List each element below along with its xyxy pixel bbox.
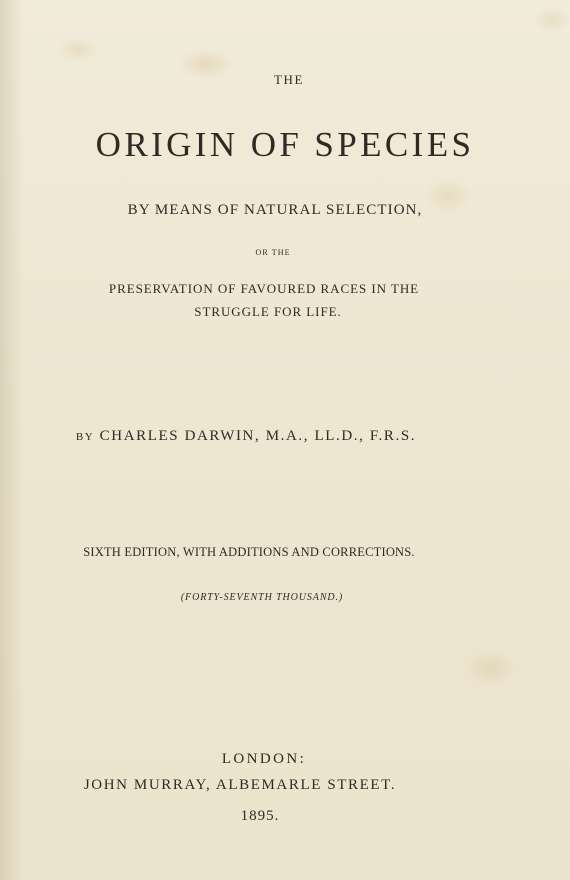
- book-title: ORIGIN OF SPECIES: [95, 125, 475, 164]
- author-prefix: BY: [75, 431, 95, 443]
- author-line: [0, 428, 531, 445]
- imprint-publisher: JOHN MURRAY, ALBEMARLE STREET.: [83, 777, 397, 793]
- subtitle-preservation-line-1: PRESERVATION OF FAVOURED RACES IN THE: [108, 281, 420, 296]
- edition-line: SIXTH EDITION, WITH ADDITIONS AND CORRECTIONS.: [83, 545, 415, 559]
- imprint-city: LONDON:: [221, 751, 307, 767]
- thousand-line: (FORTY-SEVENTH THOUSAND.): [180, 592, 344, 603]
- imprint-year: 1895.: [240, 808, 280, 824]
- subtitle-preservation-line-2: STRUGGLE FOR LIFE.: [194, 304, 342, 319]
- author-name: CHARLES DARWIN, M.A., LL.D., F.R.S.: [99, 428, 417, 444]
- title-article: THE: [273, 72, 305, 87]
- subtitle-or: OR THE: [255, 248, 291, 257]
- subtitle-means: BY MEANS OF NATURAL SELECTION,: [127, 202, 423, 218]
